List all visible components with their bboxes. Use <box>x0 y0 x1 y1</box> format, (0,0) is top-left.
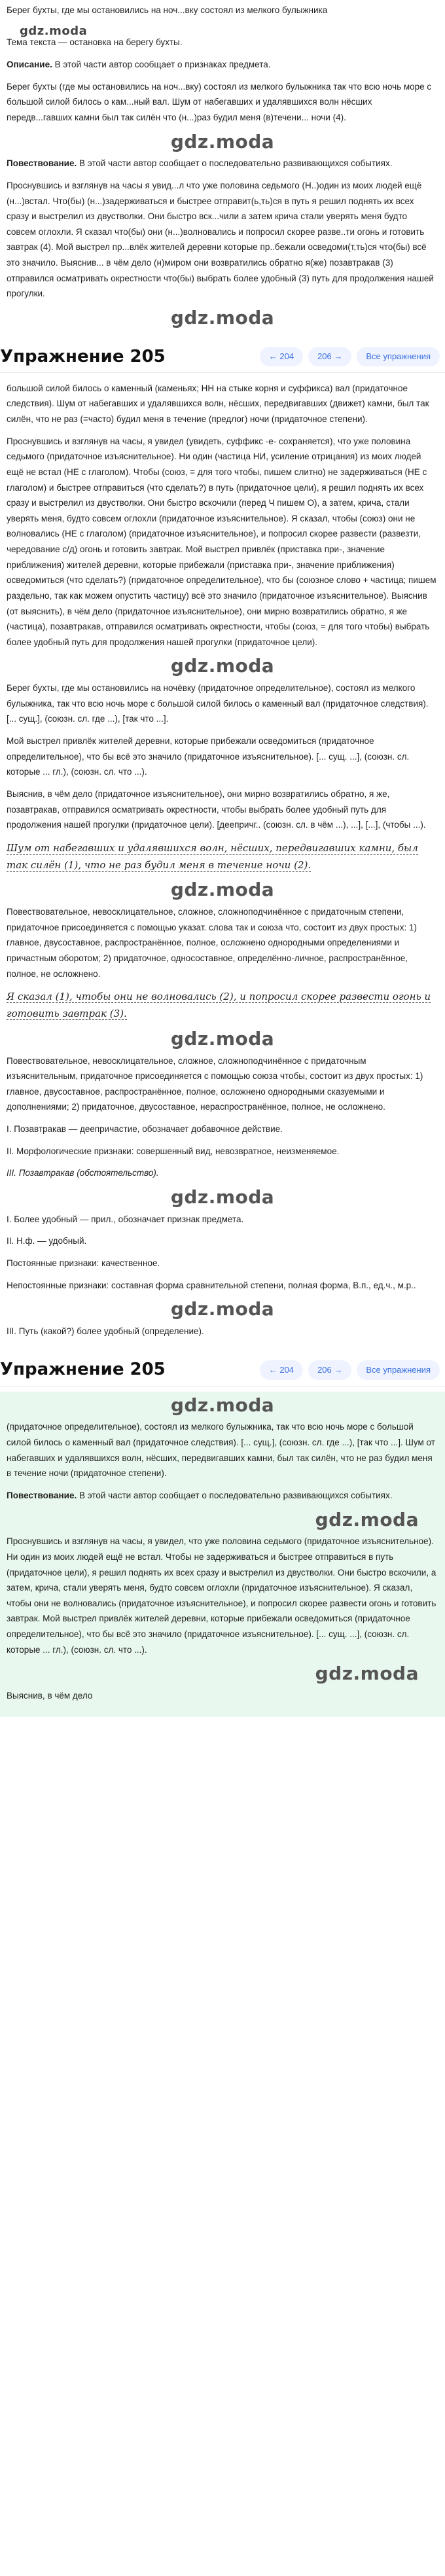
parse-line: III. Путь (какой?) более удобный (определение). <box>7 1326 204 1336</box>
watermark: gdz.moda <box>170 655 275 677</box>
exercise-header <box>0 1355 445 1386</box>
paragraph: Повествовательное, невосклицательное, сложное, сложноподчинённое с придаточным степени, придаточное присоединяется с помощью указат. слова так и союза что, состоит из двух простых: 1) главное, двусоставное, распространённое, полное, осложнено однородными определениями и причастным оборотом; 2) придаточное, односоставное, определённо-личное, распространённое, полное, не осложнено. <box>7 907 418 979</box>
text: В этой части автор сообщает о признаках предмета. <box>52 60 271 70</box>
watermark: gdz.moda <box>170 1394 275 1416</box>
exercise-title: Упражнение 205 <box>0 346 166 366</box>
watermark: gdz.moda <box>315 1508 419 1530</box>
paragraph: Проснувшись и взглянув на часы я увид...л что уже половина седьмого (Н..)один из моих людей ещё (н...)встал. Что(бы) (н...)задерживаться и быстрее отправит(ь,ть)ся в путь я решил поднять их всех сразу и выстрелил из двустволки. Они быстро вск...чили а затем крича стали уверять меня будто совсем оглохли. Я сказал что(бы) они (н...)волновались и попросил скорее разве..ти огонь и готовить завтрак (4). Мой выстрел пр...влёк жителей деревни которые пр..бежали осведоми(т,ть)ся что(бы) всё это значило. Выяснив... в чём дело (н)миром они возвратились обратно я(же) позавтракав (3) отправился осматривать окрестности что(бы) выбрать более удобный (3) путь для продолжения нашей прогулки. <box>7 180 434 299</box>
paragraph: Повествовательное, невосклицательное, сложное, сложноподчинённое с придаточным изъяснительным, придаточное присоединяется с помощью союза чтобы, состоит из двух простых: 1) главное, двусоставное, распространённое, полное, осложнено однородными сказуемыми и дополнениями; 2) придаточное, двусоставное, нераспространённое, полное, не осложнено. <box>7 1055 423 1112</box>
paragraph: Берег бухты, где мы остановились на ноч...вку состоял из мелкого булыжника <box>7 5 328 15</box>
paragraph <box>7 156 438 171</box>
parse-line: I. Более удобный — прил., обозначает признак предмета. <box>7 1214 244 1224</box>
prev-exercise-button[interactable]: ← 204 <box>260 347 303 366</box>
prev-exercise-button[interactable]: ← 204 <box>260 1360 303 1380</box>
all-exercises-button[interactable]: Все упражнения <box>357 347 440 366</box>
text: В этой части автор сообщает о последовательно развивающихся событиях. <box>77 1490 393 1500</box>
watermark: gdz.moda <box>170 1298 275 1320</box>
label: Повествование. <box>7 1490 77 1500</box>
paragraph: Тема текста — остановка на берегу бухты. <box>7 37 183 48</box>
all-exercises-button[interactable]: Все упражнения <box>357 1360 440 1380</box>
watermark: gdz.moda <box>170 1027 275 1050</box>
text: В этой части автор сообщает о последовательно развивающихся событиях. <box>77 158 393 169</box>
parse-line: II. Морфологические признаки: совершенный вид, невозвратное, неизменяемое. <box>7 1146 340 1156</box>
paragraph: Мой выстрел привлёк жителей деревни, которые прибежали осведомиться (придаточное определительное), что бы всё это значило (придаточное изъяснительное). [... сущ. ...], (союзн. сл. которые ... гл.), (союзн. сл. что ...). <box>7 736 410 777</box>
exercise-title: Упражнение 205 <box>0 1360 166 1380</box>
watermark: gdz.moda <box>170 306 275 328</box>
parse-line: II. Н.ф. — удобный. <box>7 1236 87 1246</box>
paragraph: большой силой билось о каменный (каменьях; НН на стыке корня и суффикса) вал (придаточное следствия). Шум от набегавших и удалявшихся волн, нёсших, передвигавших (движет) камни, был так силён, что не раз (=часто) будил меня в течение (предлог) ночи (придаточное степени). <box>7 383 429 425</box>
next-exercise-button[interactable]: 206 → <box>308 1360 351 1380</box>
watermark: gdz.moda <box>170 879 275 901</box>
bottom-section <box>0 1392 445 1717</box>
parse-line: Непостоянные признаки: составная форма сравнительной степени, полная форма, В.п., ед.ч., м.р.. <box>7 1280 416 1290</box>
parse-line: I. Позавтракав — деепричастие, обозначает добавочное действие. <box>7 1124 283 1135</box>
parse-line: Постоянные признаки: качественное. <box>7 1258 160 1268</box>
watermark: gdz.moda <box>170 130 275 152</box>
paragraph: Берег бухты (где мы остановились на ноч...вку) состоял из мелкого булыжника так что всю ночь море с большой силой билось о кам...ный вал. Шум от набегавших и удалявшихся волн нёсших передв...гавших камни был так силён что (н...)раз будил меня (в)течени... ночи (4). <box>7 81 432 122</box>
paragraph: Проснувшись и взглянув на часы, я увидел (увидеть, суффикс -е- сохраняется), что уже половина седьмого (придаточное изъяснительное). Ни один (частица НИ, усиление отрицания) из моих людей ещё не встал (НЕ с глаголом). Чтобы (союз, = для того чтобы, пишем слитно) не задерживаться (НЕ с глаголом) и быстрее отправиться (что сделать?) в путь (придаточное цели), я решил поднять их всех сразу и выстрелил из двустволки. Они быстро вскочили (перед Ч пишем О), а затем, крича, стали уверять меня, будто совсем оглохли (придаточное изъяснительное). Я сказал, чтобы (союз) они не волновались (НЕ с глаголом) (придаточное изъяснительное), и попросил скорее развести (развезти, чередование с/д) огонь и готовить завтрак. Мой выстрел привлёк (приставка при-, значение приближения) жителей деревни, которые прибежали (приставка при-, значение приближения) осведомиться (что сделать?) (придаточное определительное), что бы (союзное слово + частица; пишем раздельно, так как можем опустить частицу) всё это значило (придаточное изъяснительное). Выяснив (от выяснить), в чём дело (придаточное изъяснительное), они мирно возвратились обратно, я же (частица), позавтракав, отправился осматривать окрестности, чтобы (союз, = для того чтобы) выбрать более удобный путь для продолжения нашей прогулки (придаточное цели). <box>7 436 436 647</box>
main-section <box>0 378 445 1352</box>
label: Повествование. <box>7 158 77 169</box>
exercise-header <box>0 342 445 373</box>
parse-line: III. Позавтракав (обстоятельство). <box>7 1168 159 1178</box>
scheme-text: Я сказал (1), чтобы они не волновались (2), и попросил скорее развести огонь и готовить завтрак (3). <box>7 991 431 1020</box>
watermark: gdz.moda <box>315 1663 419 1685</box>
paragraph: Выяснив, в чём дело <box>7 1691 93 1701</box>
sentence-scheme <box>7 839 438 874</box>
paragraph: Выяснив, в чём дело (придаточное изъяснительное), они мирно возвратились обратно, я же, позавтракав, отправился осматривать окрестности, чтобы выбрать более удобный путь для продолжения нашей прогулки (придаточное цели). [деепричг.. (союзн. сл. в чём ...), ...], [...], (чтобы ...). <box>7 788 426 830</box>
paragraph: Проснувшись и взглянув на часы, я увидел, что уже половина седьмого (придаточное изъяснительное). Ни один из моих людей ещё не встал. Чтобы не задерживаться и быстрее отправиться в путь (придаточное цели), я решил поднять их всех сразу и выстрелил из двустволки. Они быстро вскочили, а затем, крича, стали уверять меня, будто совсем оглохли (придаточное изъяснительное). Я сказал, чтобы они не волновались (придаточное изъяснительное), и попросил скорее развести огонь и готовить завтрак. Мой выстрел привлёк жителей деревни, которые прибежали осведомиться (придаточное определительное), что бы всё это значило (придаточное изъяснительное). [... сущ. ...], (союзн. сл. которые ... гл.), (союзн. сл. что ...). <box>7 1536 436 1655</box>
label: Описание. <box>7 60 52 70</box>
paragraph: (придаточное определительное), состоял из мелкого булыжника, так что всю ночь море с большой силой билось о каменный вал (придаточное следствия). [... сущ.], (союзн. сл. где ...), [так что ...]. Шум от набегавших и удалявшихся волн, нёсших, передвигавших камни, был так силён, что не раз будил меня в течение ночи (придаточное степени). <box>7 1422 435 1479</box>
paragraph <box>7 1488 438 1504</box>
scheme-text: Шум от набегавших и удалявшихся волн, нёсших, передвигавших камни, был так силён (1), что не раз будил меня в течение ночи (2). <box>7 841 418 872</box>
paragraph: Берег бухты, где мы остановились на ночёвку (придаточное определительное), состоял из мелкого булыжника, так что всю ночь море с большой силой билось о каменный вал (придаточное следствия). [... сущ.], (союзн. сл. где ...), [так что ...]. <box>7 683 429 724</box>
paragraph <box>7 57 438 73</box>
watermark: gdz.moda <box>20 24 88 38</box>
top-section <box>0 0 445 339</box>
sentence-scheme <box>7 988 438 1023</box>
next-exercise-button[interactable]: 206 → <box>308 347 351 366</box>
watermark: gdz.moda <box>170 1186 275 1208</box>
